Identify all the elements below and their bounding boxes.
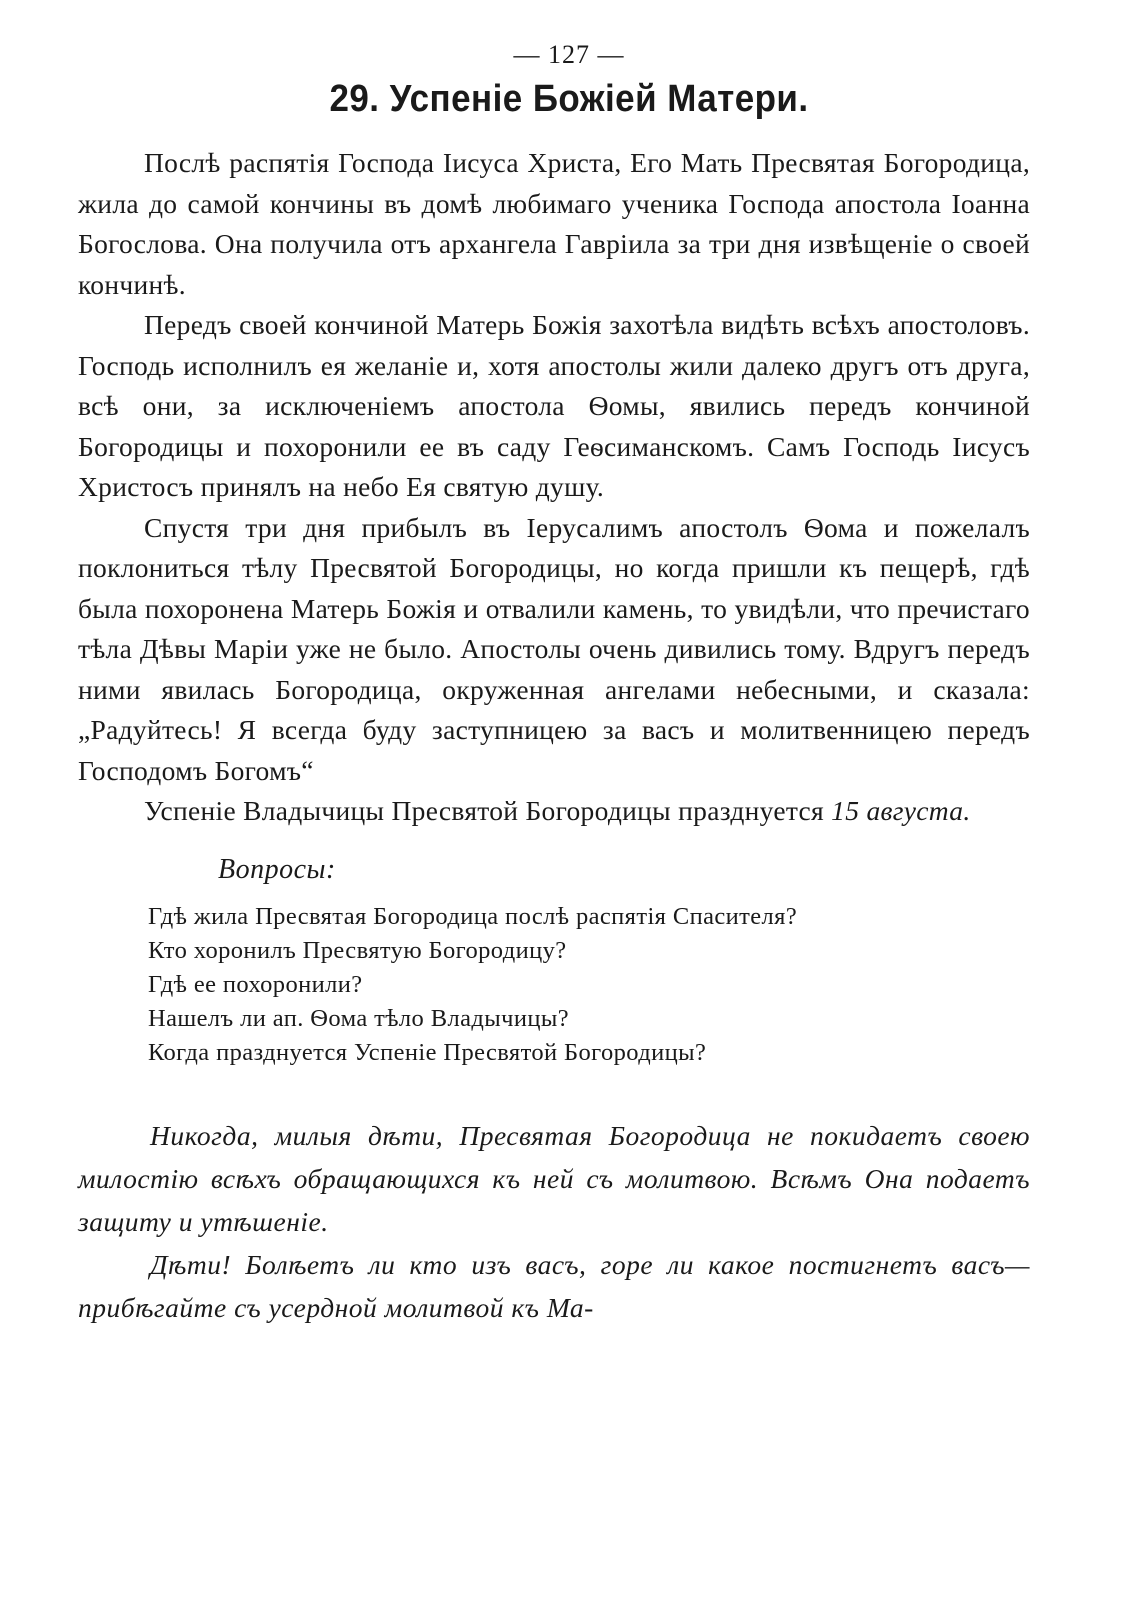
questions-heading: Вопросы:: [218, 853, 336, 885]
exhortation-paragraph: Дѣти! Болѣетъ ли кто изъ васъ, горе ли какое постигнетъ васъ—прибѣгайте съ усердной молитвой къ Ма-: [78, 1248, 1030, 1323]
question-item: Кто хоронилъ Пресвятую Богородицу?: [148, 936, 567, 964]
question-item: Нашелъ ли ап. Ѳома тѣло Владычицы?: [148, 1004, 569, 1032]
question-item: Когда празднуется Успеніе Пресвятой Богородицы?: [148, 1038, 707, 1066]
feast-paragraph: [78, 791, 1030, 832]
paragraph: Передъ своей кончиной Матерь Божія захотѣла видѣть всѣхъ апостоловъ. Господь исполнилъ ея желаніе и, хотя апостолы жили далеко другъ отъ друга, всѣ они, за исключеніемъ апостола Ѳомы, явились передъ кончиной Богородицы и похоронили ее въ саду Геѳсиманскомъ. Самъ Господь Іисусъ Христосъ принялъ на небо Ея святую душу.: [78, 309, 1030, 502]
exhortation-section: [78, 1114, 1030, 1329]
feast-date: 15 августа.: [831, 795, 971, 826]
exhortation-paragraph: Никогда, милыя дѣти, Пресвятая Богородица не покидаетъ своею милостію всѣхъ обращающихся къ ней съ молитвою. Всѣмъ Она подаетъ защиту и утѣшеніе.: [78, 1119, 1030, 1237]
paragraph: Спустя три дня прибылъ въ Іерусалимъ апостолъ Ѳома и пожелалъ поклониться тѣлу Пресвятой Богородицы, но когда пришли къ пещерѣ, гдѣ была похоронена Матерь Божія и отвалили камень, то увидѣли, что пречистаго тѣла Дѣвы Маріи уже не было. Апостолы очень дивились тому. Вдругъ передъ ними явилась Богородица, окруженная ангелами небесными, и сказала: „Радуйтесь! Я всегда буду заступницею за васъ и молитвенницею передъ Господомъ Богомъ“: [78, 511, 1030, 786]
question-item: Гдѣ жила Пресвятая Богородица послѣ распятія Спасителя?: [148, 902, 798, 930]
question-item: Гдѣ ее похоронили?: [148, 970, 363, 998]
chapter-title: 29. Успеніе Божіей Матери.: [329, 78, 809, 120]
page-number: — 127 —: [513, 40, 625, 69]
feast-text: Успеніе Владычицы Пресвятой Богородицы празднуется: [144, 795, 824, 826]
book-page: [78, 40, 1030, 1329]
questions-section: [78, 854, 1030, 1070]
paragraph: Послѣ распятія Господа Іисуса Христа, Его Мать Пресвятая Богородица, жила до самой кончины въ домѣ любимаго ученика Господа апостола Іоанна Богослова. Она получила отъ архангела Гавріила за три дня извѣщеніе о своей кончинѣ.: [78, 147, 1030, 300]
questions-list: [148, 900, 1030, 1070]
chapter-body: [78, 143, 1030, 832]
